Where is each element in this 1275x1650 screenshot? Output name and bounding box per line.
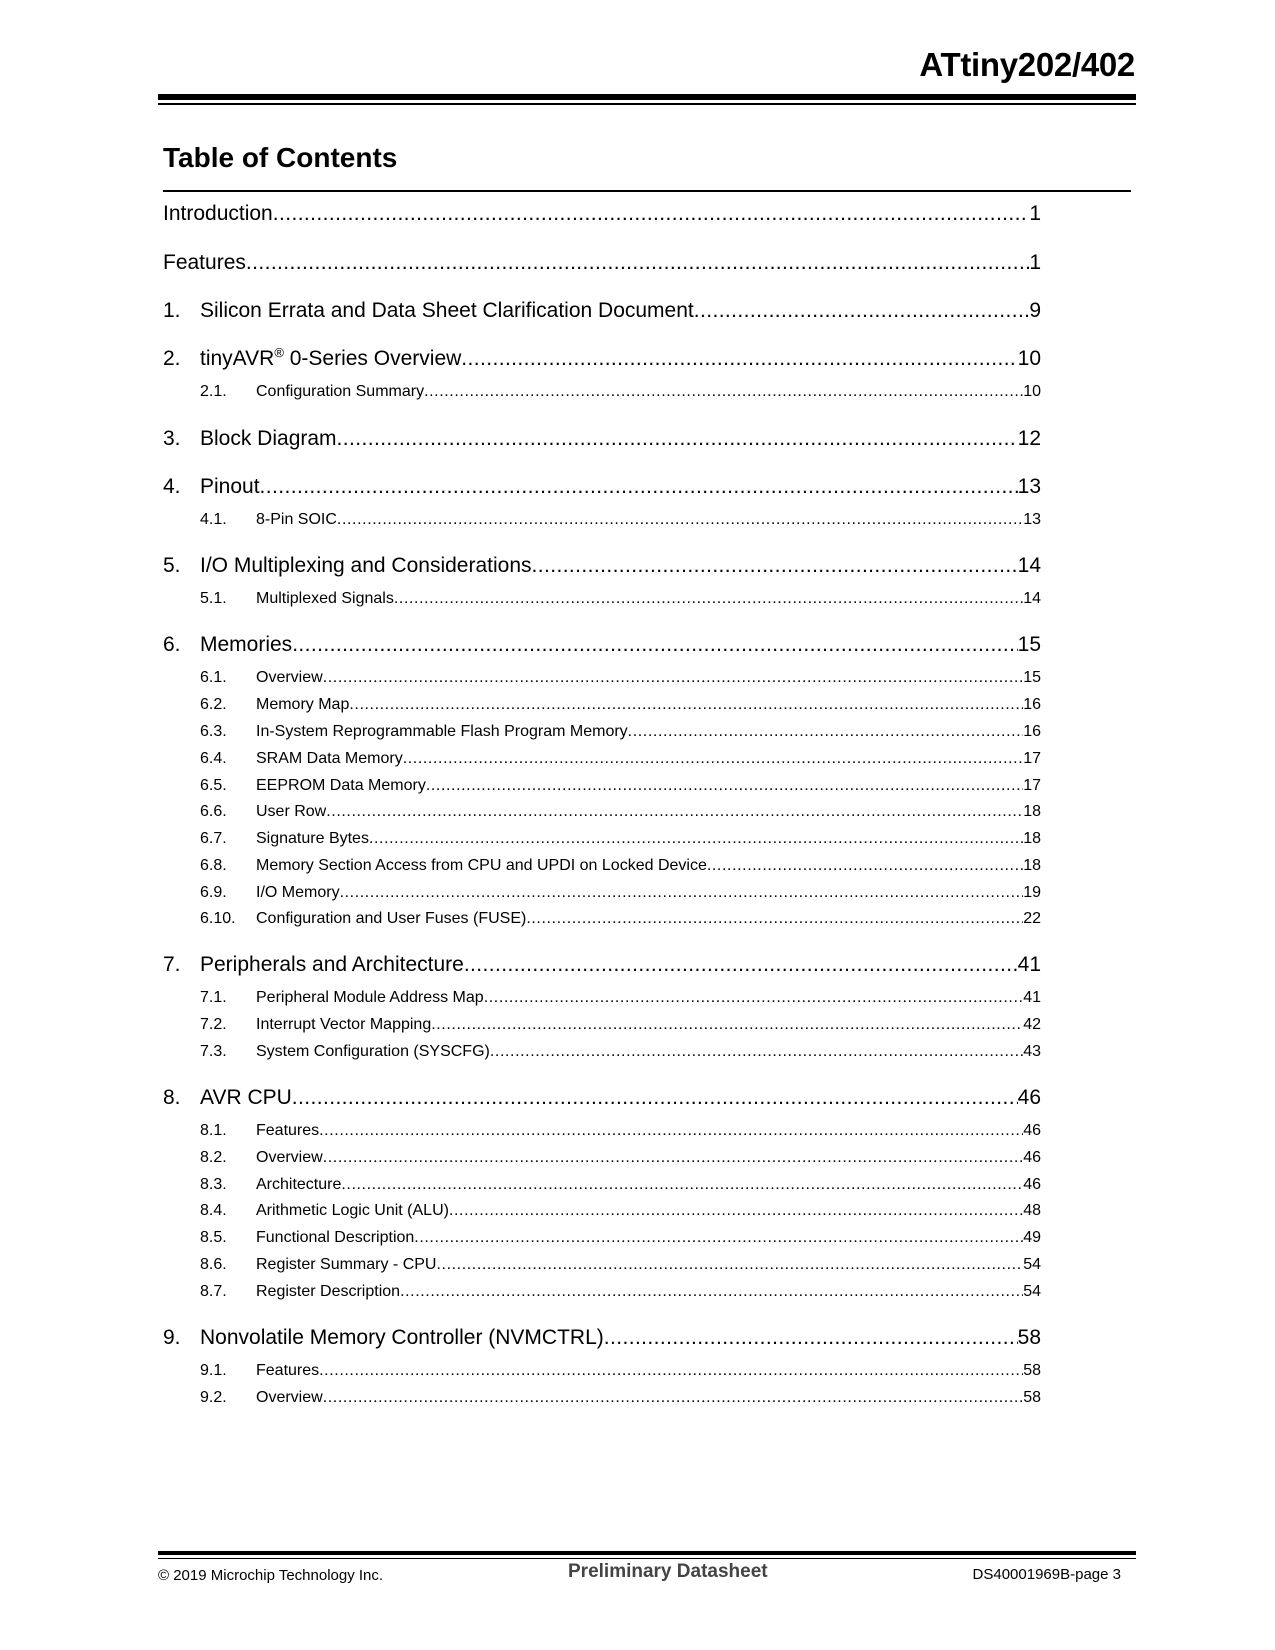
- header-rule-thick: [158, 94, 1136, 100]
- toc-entry-title: In-System Reprogrammable Flash Program Memory: [256, 723, 628, 740]
- toc-entry-number: 4.1.: [200, 511, 227, 528]
- toc-page-number: 22: [1023, 910, 1041, 927]
- toc-leader-dots: [400, 1283, 1023, 1301]
- toc-page-number: 49: [1023, 1229, 1041, 1246]
- toc-leader-dots: [292, 1086, 1018, 1110]
- toc-subentry[interactable]: [163, 1283, 1041, 1305]
- toc-entry[interactable]: [163, 554, 1041, 582]
- toc-entry-title: Architecture: [256, 1176, 342, 1193]
- toc-leader-dots: [628, 723, 1024, 741]
- toc-subentry[interactable]: [163, 910, 1041, 932]
- toc-entry-title: Overview: [256, 669, 323, 686]
- toc-leader-dots: [369, 830, 1023, 848]
- toc-subentry[interactable]: [163, 669, 1041, 691]
- footer-rule-thick: [158, 1551, 1136, 1555]
- toc-subentry[interactable]: [163, 1229, 1041, 1251]
- toc-page-number: 14: [1017, 554, 1041, 577]
- toc-entry-title: Interrupt Vector Mapping: [256, 1016, 432, 1033]
- toc-entry[interactable]: [163, 427, 1041, 455]
- toc-entry-title: Overview: [256, 1149, 323, 1166]
- toc-page-number: 12: [1017, 427, 1041, 450]
- toc-entry-title: Nonvolatile Memory Controller (NVMCTRL): [200, 1326, 604, 1349]
- toc-page-number: 17: [1023, 777, 1041, 794]
- toc-page-number: 18: [1023, 830, 1041, 847]
- toc-entry-title: Pinout: [200, 475, 260, 498]
- toc-entry-title: Introduction: [163, 202, 273, 225]
- toc-entry-number: 5.1.: [200, 590, 227, 607]
- toc-page-number: 15: [1023, 669, 1041, 686]
- toc-entry-title: Multiplexed Signals: [256, 590, 394, 607]
- toc-entry-number: 9.: [163, 1326, 181, 1349]
- toc-entry-title: Configuration Summary: [256, 383, 425, 400]
- toc-entry-number: 6.3.: [200, 723, 227, 740]
- toc-subentry[interactable]: [163, 777, 1041, 799]
- toc-page-number: 16: [1023, 723, 1041, 740]
- toc-entry-title: Peripheral Module Address Map: [256, 989, 484, 1006]
- footer-doc-id: DS40001969B-page 3: [972, 1566, 1121, 1583]
- toc-entry-number: 6.6.: [200, 803, 227, 820]
- toc-page-number: 46: [1017, 1086, 1041, 1109]
- toc-entry-number: 9.1.: [200, 1362, 227, 1379]
- toc-entry-number: 6.7.: [200, 830, 227, 847]
- toc-entry[interactable]: [163, 1086, 1041, 1114]
- toc-subentry[interactable]: [163, 1043, 1041, 1065]
- toc-leader-dots: [340, 884, 1024, 902]
- toc-leader-dots: [490, 1043, 1023, 1061]
- toc-entry-number: 8.1.: [200, 1122, 227, 1139]
- toc-leader-dots: [349, 696, 1023, 714]
- toc-entry-number: 6.5.: [200, 777, 227, 794]
- toc-entry-title: Functional Description: [256, 1229, 415, 1246]
- toc-entry-number: 2.1.: [200, 383, 227, 400]
- footer-copyright: © 2019 Microchip Technology Inc.: [158, 1567, 384, 1584]
- toc-page-number: 9: [1029, 299, 1041, 322]
- toc-entry-title: AVR CPU: [200, 1086, 292, 1109]
- toc-leader-dots: [341, 1176, 1023, 1194]
- toc-entry-title: Register Description: [256, 1283, 401, 1300]
- toc-page-number: 15: [1017, 633, 1041, 656]
- toc-entry-title: Register Summary - CPU: [256, 1256, 437, 1273]
- toc-leader-dots: [484, 989, 1024, 1007]
- toc-subentry[interactable]: [163, 750, 1041, 772]
- toc-entry-number: 6.1.: [200, 669, 227, 686]
- toc-entry-number: 8.: [163, 1086, 181, 1109]
- toc-page-number: 41: [1023, 989, 1041, 1006]
- toc-leader-dots: [694, 299, 1030, 323]
- toc-page-number: 10: [1017, 347, 1041, 370]
- toc-entry-title: Memory Section Access from CPU and UPDI on Locked Device: [256, 857, 707, 874]
- toc-subentry[interactable]: [163, 1176, 1041, 1198]
- toc-subentry[interactable]: [163, 696, 1041, 718]
- toc-leader-dots: [260, 475, 1018, 499]
- toc-entry-number: 6.8.: [200, 857, 227, 874]
- toc-entry-title: SRAM Data Memory: [256, 750, 403, 767]
- toc-entry[interactable]: [163, 251, 1041, 279]
- toc-leader-dots: [273, 202, 1030, 226]
- toc-subentry[interactable]: [163, 723, 1041, 745]
- toc-entry-number: 9.2.: [200, 1389, 227, 1406]
- toc-entry-number: 4.: [163, 475, 181, 498]
- toc-page-number: 43: [1023, 1043, 1041, 1060]
- toc-subentry[interactable]: [163, 857, 1041, 879]
- toc-entry-title: Memories: [200, 633, 293, 656]
- toc-entry-title: Features: [163, 251, 246, 274]
- toc-entry-number: 6.2.: [200, 696, 227, 713]
- toc-subentry[interactable]: [163, 989, 1041, 1011]
- footer-rule-thin: [158, 1558, 1136, 1559]
- toc-leader-dots: [319, 1362, 1023, 1380]
- toc-entry[interactable]: [163, 953, 1041, 981]
- toc-leader-dots: [461, 347, 1017, 371]
- toc-entry-number: 6.10.: [200, 910, 236, 927]
- toc-entry-title: Configuration and User Fuses (FUSE): [256, 910, 527, 927]
- toc-page-number: 58: [1023, 1362, 1041, 1379]
- toc-page-number: 54: [1023, 1256, 1041, 1273]
- toc-entry-number: 7.1.: [200, 989, 227, 1006]
- toc-subentry[interactable]: [163, 803, 1041, 825]
- toc-leader-dots: [414, 1229, 1023, 1247]
- toc-entry-title: tinyAVR® 0-Series Overview: [200, 345, 462, 370]
- toc-page-number: 14: [1023, 590, 1041, 607]
- toc-entry-number: 6.9.: [200, 884, 227, 901]
- toc-page-number: 41: [1017, 953, 1041, 976]
- toc-entry-title: 8-Pin SOIC: [256, 511, 337, 528]
- toc-leader-dots: [246, 251, 1029, 275]
- toc-leader-dots: [436, 1256, 1023, 1274]
- toc-subentry[interactable]: [163, 511, 1041, 533]
- toc-leader-dots: [526, 910, 1023, 928]
- toc-entry-number: 7.2.: [200, 1016, 227, 1033]
- toc-leader-dots: [323, 1389, 1024, 1407]
- toc-entry-number: 6.4.: [200, 750, 227, 767]
- toc-entry[interactable]: [163, 633, 1041, 661]
- registered-mark: ®: [274, 345, 284, 360]
- toc-subentry[interactable]: [163, 1202, 1041, 1224]
- toc-page-number: 48: [1023, 1202, 1041, 1219]
- toc-entry-title: Overview: [256, 1389, 323, 1406]
- toc-entry-title: Features: [256, 1122, 320, 1139]
- toc-entry-number: 8.5.: [200, 1229, 227, 1246]
- toc-entry-number: 1.: [163, 299, 181, 322]
- toc-subentry[interactable]: [163, 383, 1041, 405]
- toc-page-number: 13: [1023, 511, 1041, 528]
- toc-leader-dots: [337, 511, 1023, 529]
- toc-entry-number: 8.7.: [200, 1283, 227, 1300]
- toc-leader-dots: [323, 669, 1024, 687]
- toc-page-number: 1: [1029, 251, 1041, 274]
- toc-page-number: 58: [1023, 1389, 1041, 1406]
- toc-leader-dots: [604, 1326, 1018, 1350]
- toc-page-number: 18: [1023, 803, 1041, 820]
- toc-page-number: 17: [1023, 750, 1041, 767]
- toc-leader-dots: [426, 777, 1023, 795]
- toc-leader-dots: [292, 633, 1017, 657]
- toc-entry-title: Memory Map: [256, 696, 350, 713]
- footer-datasheet-status: Preliminary Datasheet: [568, 1561, 768, 1582]
- toc-leader-dots: [319, 1122, 1023, 1140]
- toc-entry-number: 8.6.: [200, 1256, 227, 1273]
- toc-entry[interactable]: [163, 299, 1041, 327]
- toc-leader-dots: [532, 554, 1018, 578]
- toc-entry-number: 8.4.: [200, 1202, 227, 1219]
- toc-leader-dots: [707, 857, 1023, 875]
- toc-entry[interactable]: [163, 202, 1041, 230]
- toc-entry-title: Silicon Errata and Data Sheet Clarification Document: [200, 299, 694, 322]
- toc-entry-number: 5.: [163, 554, 181, 577]
- toc-subentry[interactable]: [163, 884, 1041, 906]
- toc-entry-number: 8.2.: [200, 1149, 227, 1166]
- toc-page-number: 16: [1023, 696, 1041, 713]
- document-title: ATtiny202/402: [919, 46, 1135, 83]
- toc-entry[interactable]: [163, 475, 1041, 503]
- toc-leader-dots: [464, 953, 1018, 977]
- toc-page-number: 18: [1023, 857, 1041, 874]
- toc-page-number: 58: [1017, 1326, 1041, 1349]
- toc-leader-dots: [326, 803, 1023, 821]
- toc-page-number: 46: [1023, 1122, 1041, 1139]
- toc-entry-number: 2.: [163, 347, 181, 370]
- toc-entry-title: Block Diagram: [200, 427, 337, 450]
- toc-leader-dots: [337, 427, 1018, 451]
- toc-entry-number: 6.: [163, 633, 181, 656]
- toc-page-number: 46: [1023, 1149, 1041, 1166]
- header-rule-thin: [158, 103, 1136, 105]
- toc-subentry[interactable]: [163, 1122, 1041, 1144]
- toc-heading: Table of Contents: [163, 142, 398, 173]
- toc-subentry[interactable]: [163, 1362, 1041, 1384]
- toc-subentry[interactable]: [163, 590, 1041, 612]
- toc-entry[interactable]: [163, 347, 1041, 375]
- toc-subentry[interactable]: [163, 1016, 1041, 1038]
- toc-entry-number: 3.: [163, 427, 181, 450]
- toc-page-number: 10: [1023, 383, 1041, 400]
- toc-leader-dots: [403, 750, 1024, 768]
- toc-page-number: 13: [1017, 475, 1041, 498]
- toc-entry-number: 7.3.: [200, 1043, 227, 1060]
- toc-entry-title: Peripherals and Architecture: [200, 953, 464, 976]
- toc-leader-dots: [323, 1149, 1024, 1167]
- toc-page-number: 42: [1023, 1016, 1041, 1033]
- toc-leader-dots: [424, 383, 1023, 401]
- toc-entry[interactable]: [163, 1326, 1041, 1354]
- toc-subentry[interactable]: [163, 1149, 1041, 1171]
- toc-entry-title: Features: [256, 1362, 320, 1379]
- toc-entry-title: Signature Bytes: [256, 830, 369, 847]
- toc-leader-dots: [449, 1202, 1023, 1220]
- toc-page-number: 1: [1029, 202, 1041, 225]
- toc-entry-title: EEPROM Data Memory: [256, 777, 426, 794]
- toc-leader-dots: [431, 1016, 1023, 1034]
- toc-entry-number: 7.: [163, 953, 181, 976]
- toc-entry-title: I/O Multiplexing and Considerations: [200, 554, 532, 577]
- toc-leader-dots: [394, 590, 1023, 608]
- toc-subentry[interactable]: [163, 830, 1041, 852]
- toc-entry-title: User Row: [256, 803, 327, 820]
- toc-entry-title: System Configuration (SYSCFG): [256, 1043, 490, 1060]
- toc-page-number: 46: [1023, 1176, 1041, 1193]
- toc-page-number: 19: [1023, 884, 1041, 901]
- toc-entry-title: Arithmetic Logic Unit (ALU): [256, 1202, 449, 1219]
- toc-subentry[interactable]: [163, 1256, 1041, 1278]
- toc-entry-title: I/O Memory: [256, 884, 340, 901]
- toc-page-number: 54: [1023, 1283, 1041, 1300]
- toc-heading-rule: [163, 190, 1131, 192]
- toc-entry-number: 8.3.: [200, 1176, 227, 1193]
- toc-subentry[interactable]: [163, 1389, 1041, 1411]
